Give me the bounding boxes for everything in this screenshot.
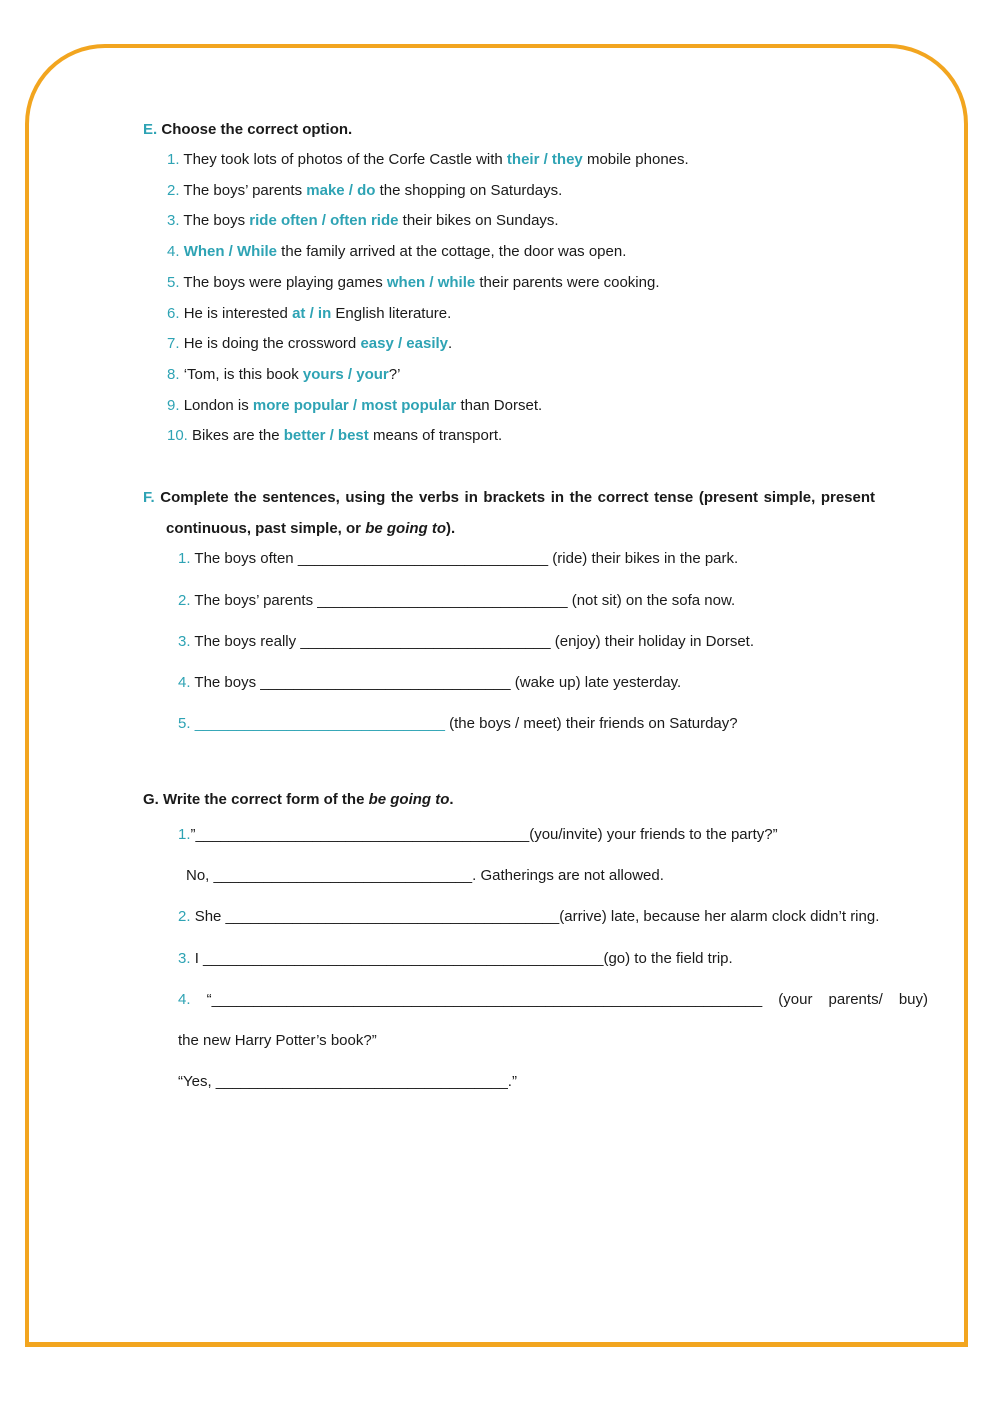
item-number: 2.	[167, 181, 180, 199]
item-text-post: (the boys / meet) their friends on Saturday?	[444, 715, 738, 732]
item-options[interactable]: yours / your	[302, 365, 389, 383]
item-text-post: the family arrived at the cottage, the door was open.	[277, 243, 627, 261]
item-options[interactable]: When / While	[183, 243, 278, 261]
item-number: 1.	[178, 550, 191, 567]
section-g-title-post: .	[449, 791, 454, 808]
section-g-item-1[interactable]	[178, 826, 778, 844]
item-number: 4.	[167, 243, 180, 261]
section-f-item[interactable]	[178, 715, 738, 733]
section-f-item[interactable]	[178, 592, 735, 610]
answer-blank[interactable]: ______________________________	[260, 674, 511, 691]
section-f-heading-line1	[143, 489, 875, 507]
item-number: 4.	[178, 674, 191, 691]
item-text-post: their bikes on Sundays.	[398, 212, 559, 230]
item-number: 6.	[167, 304, 180, 322]
section-g-title-em: be going to	[368, 791, 450, 808]
item-text-a: “__________________________________________________________________	[206, 991, 763, 1008]
section-e-item[interactable]	[167, 274, 659, 292]
item-number: 1.	[178, 826, 191, 843]
item-number: 9.	[167, 396, 180, 414]
item-text-c: parents/	[828, 991, 883, 1008]
item-text-pre: The boys	[183, 212, 250, 230]
item-text-pre: The boys often	[194, 550, 298, 567]
item-text-pre: Bikes are the	[192, 427, 284, 445]
item-options[interactable]: their / they	[506, 151, 583, 168]
section-e-item[interactable]	[167, 212, 559, 230]
item-text: “Yes, ___________________________________.”	[178, 1073, 517, 1090]
section-g-item-1-answer[interactable]	[186, 867, 664, 885]
item-number: 2.	[178, 908, 191, 925]
item-text-post: means of transport.	[368, 427, 503, 445]
section-f-item[interactable]	[178, 550, 738, 568]
section-e-item[interactable]	[167, 397, 542, 415]
item-options[interactable]: when / while	[386, 273, 476, 291]
item-number: 7.	[167, 335, 180, 353]
section-f-title-line2-em: be going to	[365, 520, 447, 537]
item-text-post: English literature.	[331, 304, 452, 322]
item-text-post: (enjoy) their holiday in Dorset.	[550, 633, 755, 650]
item-text-post: ?’	[388, 365, 401, 383]
item-text: I ________________________________________________(go) to the field trip.	[194, 950, 733, 967]
section-f-letter: F.	[143, 489, 155, 506]
section-e-item[interactable]	[167, 182, 562, 200]
item-options[interactable]: ride often / often ride	[249, 212, 399, 230]
section-g-item-4-line2	[178, 1032, 377, 1050]
section-e-item[interactable]	[167, 335, 452, 353]
answer-blank[interactable]: ______________________________	[194, 715, 445, 732]
section-f-item[interactable]	[178, 674, 681, 692]
answer-blank[interactable]: ______________________________	[317, 592, 568, 609]
item-text-post: (wake up) late yesterday.	[510, 674, 682, 691]
item-text-pre: He is doing the crossword	[183, 335, 361, 353]
item-text-pre: The boys’ parents	[194, 592, 318, 609]
section-e-item[interactable]	[167, 305, 451, 323]
item-options[interactable]: make / do	[306, 181, 376, 199]
item-text-post: than Dorset.	[456, 396, 543, 414]
section-g-item-4-answer[interactable]	[178, 1073, 517, 1091]
item-number: 3.	[178, 633, 191, 650]
section-f-title-line1: Complete the sentences, using the verbs in brackets in the correct tense (present simple, present	[160, 489, 876, 506]
section-g-item-3[interactable]	[178, 950, 733, 968]
item-number: 3.	[178, 950, 191, 967]
section-g-item-4[interactable]	[178, 991, 928, 1009]
item-text-pre: The boys	[194, 674, 261, 691]
answer-blank[interactable]: ______________________________	[300, 633, 551, 650]
section-e-item[interactable]	[167, 427, 502, 445]
item-text: She ________________________________________(arrive) late, because her alarm clock didn’t ring.	[194, 908, 880, 925]
section-e-item[interactable]	[167, 243, 626, 261]
item-text-post: .	[448, 335, 453, 353]
section-e-title: Choose the correct option.	[161, 121, 353, 138]
item-text-post: (not sit) on the sofa now.	[567, 592, 736, 609]
item-text: the new Harry Potter’s book?”	[178, 1032, 377, 1049]
item-options[interactable]: more popular / most popular	[252, 396, 457, 414]
section-g-heading	[143, 791, 454, 809]
item-text: No, _______________________________. Gatherings are not allowed.	[186, 867, 664, 884]
item-text: ”________________________________________(you/invite) your friends to the party?”	[190, 826, 778, 843]
section-g-title-pre: G. Write the correct form of the	[143, 791, 369, 808]
page-border	[25, 44, 968, 1347]
item-text-post: their parents were cooking.	[475, 273, 660, 291]
item-number: 2.	[178, 592, 191, 609]
section-f-heading-line2	[166, 520, 455, 538]
item-options[interactable]: better / best	[283, 427, 369, 445]
item-text-b: (your	[778, 991, 813, 1008]
item-number: 1.	[167, 151, 180, 168]
item-text-pre: London is	[183, 396, 253, 414]
item-text-pre: The boys really	[194, 633, 301, 650]
item-number: 8.	[167, 365, 180, 383]
item-text-d: buy)	[898, 991, 928, 1008]
item-text-pre: ‘Tom, is this book	[183, 365, 303, 383]
item-options[interactable]: at / in	[292, 304, 332, 322]
item-number: 5.	[178, 715, 191, 732]
section-f-item[interactable]	[178, 633, 754, 651]
item-number: 4.	[178, 991, 191, 1008]
item-text-post: mobile phones.	[582, 151, 689, 168]
section-e-heading	[143, 121, 352, 139]
item-text-pre: They took lots of photos of the Corfe Castle with	[183, 151, 507, 168]
section-f-title-line2-pre: continuous, past simple, or	[166, 520, 366, 537]
section-e-letter: E.	[143, 121, 158, 138]
section-e-item[interactable]	[167, 366, 400, 384]
section-g-item-2[interactable]	[178, 908, 879, 926]
item-options[interactable]: easy / easily	[360, 335, 449, 353]
answer-blank[interactable]: ______________________________	[297, 550, 549, 567]
item-text-pre: The boys were playing games	[183, 273, 387, 291]
item-number: 10.	[167, 427, 188, 445]
section-f-title-line2-post: ).	[446, 520, 456, 537]
item-text-post: (ride) their bikes in the park.	[548, 550, 739, 567]
item-number: 3.	[167, 212, 180, 230]
item-text-pre: He is interested	[183, 304, 293, 322]
item-number: 5.	[167, 273, 180, 291]
item-text-post: the shopping on Saturdays.	[375, 181, 563, 199]
section-e-item[interactable]	[167, 151, 689, 169]
item-text-pre: The boys’ parents	[183, 181, 307, 199]
